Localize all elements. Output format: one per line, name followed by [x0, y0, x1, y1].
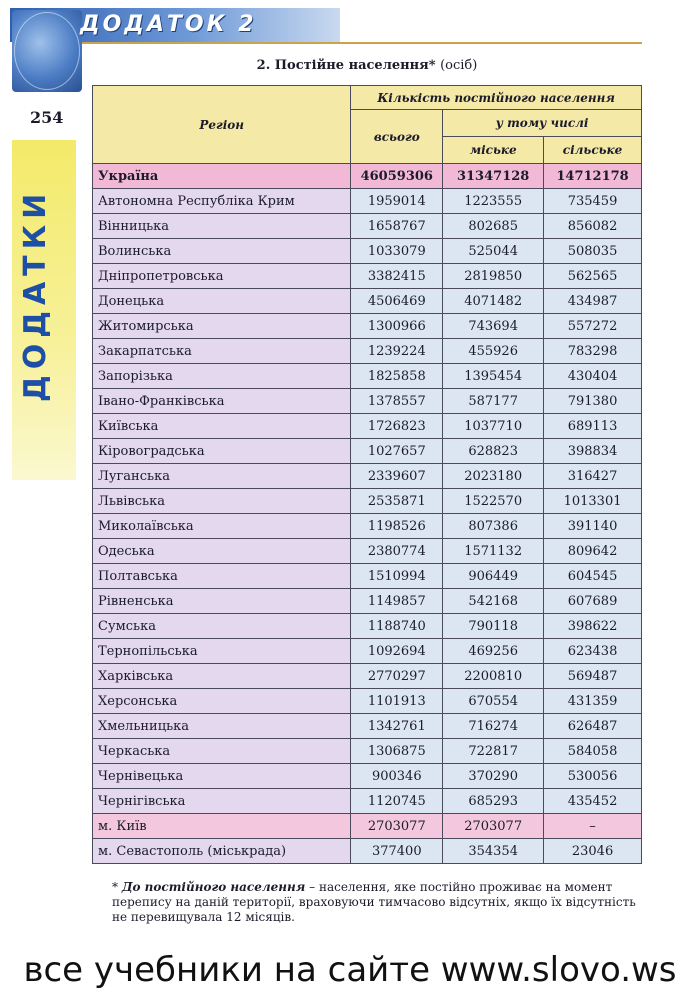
region-cell: Миколаївська [93, 514, 351, 539]
table-row [93, 414, 642, 439]
table-row [93, 789, 642, 814]
page-number: 254 [30, 108, 64, 127]
region-cell: Львівська [93, 489, 351, 514]
table-row [93, 839, 642, 864]
total-cell: 46059306 [351, 164, 443, 189]
rural-cell: 626487 [544, 714, 642, 739]
region-cell: Хмельницька [93, 714, 351, 739]
region-cell: Київська [93, 414, 351, 439]
table-row [93, 639, 642, 664]
total-cell: 3382415 [351, 264, 443, 289]
total-cell: 1306875 [351, 739, 443, 764]
rural-cell: 735459 [544, 189, 642, 214]
footnote-text: – населення, яке постійно проживає на момент перепису на даній території, враховуючи тимчасово відсутніх, якщо їх відсутність не перевищувала 12 місяців. [112, 880, 636, 924]
total-cell: 1239224 [351, 339, 443, 364]
urban-cell: 790118 [443, 614, 544, 639]
urban-cell: 542168 [443, 589, 544, 614]
table-row [93, 814, 642, 839]
table-row [93, 314, 642, 339]
table-row [93, 589, 642, 614]
urban-cell: 1037710 [443, 414, 544, 439]
total-cell: 2703077 [351, 814, 443, 839]
urban-cell: 802685 [443, 214, 544, 239]
urban-cell: 4071482 [443, 289, 544, 314]
total-cell: 1658767 [351, 214, 443, 239]
rural-cell: 23046 [544, 839, 642, 864]
header-total: всього [351, 110, 443, 164]
rural-cell: 557272 [544, 314, 642, 339]
region-cell: Черкаська [93, 739, 351, 764]
region-cell: Автономна Республіка Крим [93, 189, 351, 214]
table-row [93, 539, 642, 564]
appendix-title: ДОДАТОК 2 [80, 12, 257, 37]
table-row [93, 339, 642, 364]
table-row [93, 664, 642, 689]
urban-cell: 2819850 [443, 264, 544, 289]
region-cell: Івано-Франківська [93, 389, 351, 414]
table-body [93, 164, 642, 864]
total-cell: 1198526 [351, 514, 443, 539]
urban-cell: 525044 [443, 239, 544, 264]
urban-cell: 685293 [443, 789, 544, 814]
rural-cell: 530056 [544, 764, 642, 789]
urban-cell: 370290 [443, 764, 544, 789]
total-cell: 1825858 [351, 364, 443, 389]
table-row [93, 764, 642, 789]
urban-cell: 1522570 [443, 489, 544, 514]
region-cell: Рівненська [93, 589, 351, 614]
table-row [93, 714, 642, 739]
urban-cell: 354354 [443, 839, 544, 864]
region-cell: Чернівецька [93, 764, 351, 789]
header-urban: міське [443, 137, 544, 164]
rural-cell: 783298 [544, 339, 642, 364]
region-cell: Житомирська [93, 314, 351, 339]
region-cell: Херсонська [93, 689, 351, 714]
region-cell: Україна [93, 164, 351, 189]
total-cell: 377400 [351, 839, 443, 864]
region-cell: Полтавська [93, 564, 351, 589]
globe-lines [14, 12, 80, 90]
urban-cell: 906449 [443, 564, 544, 589]
total-cell: 1726823 [351, 414, 443, 439]
table-row [93, 214, 642, 239]
footnote-term: До постійного населення [121, 880, 306, 894]
table-row [93, 464, 642, 489]
region-cell: Донецька [93, 289, 351, 314]
rural-cell: 809642 [544, 539, 642, 564]
total-cell: 1101913 [351, 689, 443, 714]
region-cell: Одеська [93, 539, 351, 564]
urban-cell: 1395454 [443, 364, 544, 389]
table-row [93, 264, 642, 289]
urban-cell: 1571132 [443, 539, 544, 564]
region-cell: Чернігівська [93, 789, 351, 814]
rural-cell: – [544, 814, 642, 839]
rural-cell: 434987 [544, 289, 642, 314]
total-cell: 1027657 [351, 439, 443, 464]
urban-cell: 1223555 [443, 189, 544, 214]
table-row [93, 739, 642, 764]
urban-cell: 2023180 [443, 464, 544, 489]
region-cell: Вінницька [93, 214, 351, 239]
total-cell: 1149857 [351, 589, 443, 614]
table-row [93, 614, 642, 639]
region-cell: Волинська [93, 239, 351, 264]
footnote-marker: * [112, 880, 122, 894]
total-cell: 900346 [351, 764, 443, 789]
header-region: Регіон [93, 86, 351, 164]
region-cell: Сумська [93, 614, 351, 639]
total-cell: 1188740 [351, 614, 443, 639]
region-cell: Луганська [93, 464, 351, 489]
table-row [93, 689, 642, 714]
urban-cell: 670554 [443, 689, 544, 714]
table-row [93, 389, 642, 414]
rural-cell: 856082 [544, 214, 642, 239]
region-cell: Кіровоградська [93, 439, 351, 464]
total-cell: 1959014 [351, 189, 443, 214]
header-rural: сільське [544, 137, 642, 164]
table-row [93, 364, 642, 389]
total-cell: 4506469 [351, 289, 443, 314]
table-title [92, 58, 642, 73]
urban-cell: 628823 [443, 439, 544, 464]
rural-cell: 430404 [544, 364, 642, 389]
total-cell: 2380774 [351, 539, 443, 564]
region-cell: Дніпропетровська [93, 264, 351, 289]
table-row [93, 289, 642, 314]
rural-cell: 398834 [544, 439, 642, 464]
urban-cell: 807386 [443, 514, 544, 539]
rural-cell: 562565 [544, 264, 642, 289]
rural-cell: 14712178 [544, 164, 642, 189]
rural-cell: 316427 [544, 464, 642, 489]
urban-cell: 722817 [443, 739, 544, 764]
header-group: Кількість постійного населення [351, 86, 642, 110]
total-cell: 1033079 [351, 239, 443, 264]
top-rule [82, 42, 642, 44]
table-title-text: 2. Постійне населення* [256, 58, 436, 73]
header-subgroup: у тому числі [443, 110, 642, 137]
rural-cell: 584058 [544, 739, 642, 764]
total-cell: 1510994 [351, 564, 443, 589]
region-cell: м. Севастополь (міськрада) [93, 839, 351, 864]
urban-cell: 2200810 [443, 664, 544, 689]
total-cell: 2535871 [351, 489, 443, 514]
total-cell: 1342761 [351, 714, 443, 739]
urban-cell: 469256 [443, 639, 544, 664]
rural-cell: 435452 [544, 789, 642, 814]
region-cell: Тернопільська [93, 639, 351, 664]
rural-cell: 607689 [544, 589, 642, 614]
rural-cell: 791380 [544, 389, 642, 414]
rural-cell: 391140 [544, 514, 642, 539]
urban-cell: 716274 [443, 714, 544, 739]
table-row [93, 564, 642, 589]
rural-cell: 623438 [544, 639, 642, 664]
table-row [93, 239, 642, 264]
total-cell: 1092694 [351, 639, 443, 664]
total-cell: 1120745 [351, 789, 443, 814]
urban-cell: 2703077 [443, 814, 544, 839]
table-row [93, 189, 642, 214]
rural-cell: 569487 [544, 664, 642, 689]
total-cell: 1378557 [351, 389, 443, 414]
rural-cell: 508035 [544, 239, 642, 264]
population-table [92, 85, 642, 864]
rural-cell: 431359 [544, 689, 642, 714]
side-label: ДОДАТКИ [18, 187, 53, 402]
rural-cell: 398622 [544, 614, 642, 639]
region-cell: м. Київ [93, 814, 351, 839]
footnote [112, 880, 642, 925]
table-row [93, 514, 642, 539]
total-cell: 1300966 [351, 314, 443, 339]
region-cell: Закарпатська [93, 339, 351, 364]
table-row [93, 439, 642, 464]
urban-cell: 455926 [443, 339, 544, 364]
urban-cell: 31347128 [443, 164, 544, 189]
total-cell: 2339607 [351, 464, 443, 489]
region-cell: Запорізька [93, 364, 351, 389]
urban-cell: 743694 [443, 314, 544, 339]
rural-cell: 604545 [544, 564, 642, 589]
table-unit: (осіб) [440, 58, 478, 73]
rural-cell: 689113 [544, 414, 642, 439]
table-row [93, 489, 642, 514]
rural-cell: 1013301 [544, 489, 642, 514]
urban-cell: 587177 [443, 389, 544, 414]
site-banner: все учебники на сайте www.slovo.ws [23, 950, 677, 990]
table-row [93, 164, 642, 189]
total-cell: 2770297 [351, 664, 443, 689]
region-cell: Харківська [93, 664, 351, 689]
